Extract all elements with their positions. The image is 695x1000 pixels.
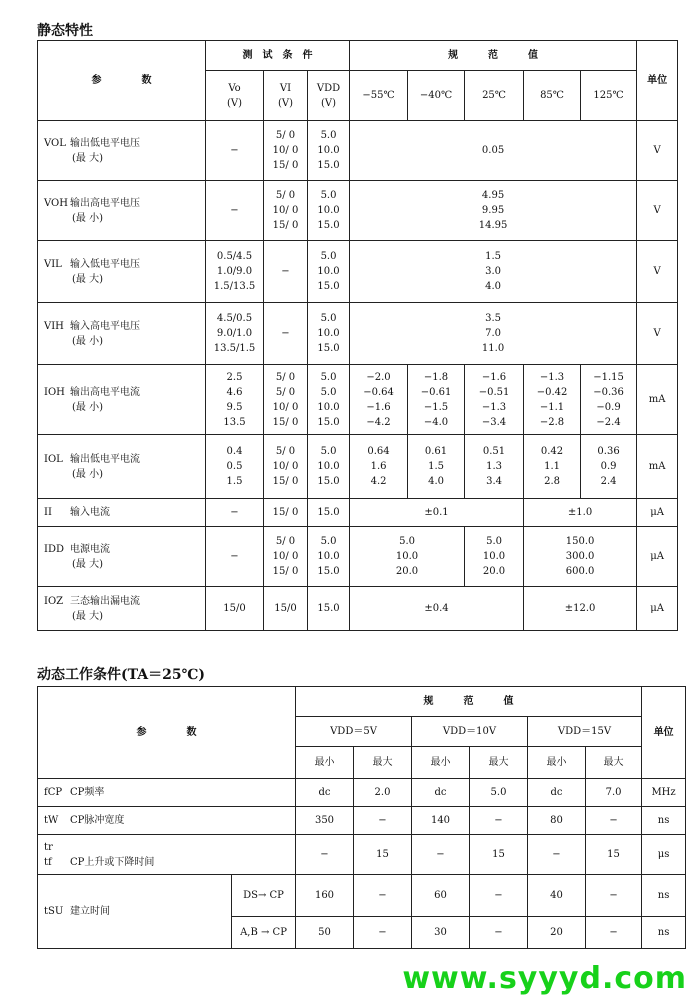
spec-value: ±12.0 [524,587,637,631]
spec-value: 15 [586,835,642,875]
spec-value: −1.8 −0.61 −1.5 −4.0 [408,365,465,435]
vi-cell: 15/ 0 [264,499,308,527]
spec-value: 0.61 1.5 4.0 [408,435,465,499]
min-header: 最小 [412,747,470,779]
vdd-cell: 5.0 10.0 15.0 [308,241,350,303]
unit-cell: μA [637,527,678,587]
static-characteristics-table [37,40,678,631]
param-cell: IDD 电源电流 (最 大) [38,527,206,587]
vi-cell: − [264,303,308,365]
unit-cell: MHz [642,779,686,807]
spec-value: 15 [470,835,528,875]
vdd-header: VDD (V) [308,71,350,121]
vi-cell: 5/ 0 10/ 0 15/ 0 [264,181,308,241]
unit-cell: ns [642,917,686,949]
param-cell: tSU 建立时间 [38,875,232,949]
spec-value: − [354,807,412,835]
spec-value: 350 [296,807,354,835]
table-row [38,835,686,875]
vdd-cell: 5.0 10.0 15.0 [308,303,350,365]
spec-value: 0.42 1.1 2.8 [524,435,581,499]
vdd-header: VDD＝5V [296,717,412,747]
spec-value: 0.64 1.6 4.2 [350,435,408,499]
param-header: 参 数 [38,41,206,121]
param-cell: tW CP脉冲宽度 [38,807,296,835]
vi-header: VI (V) [264,71,308,121]
dynamic-title: 动态工作条件(TA＝25℃) [37,667,206,683]
spec-value: 5.0 10.0 20.0 [350,527,465,587]
spec-value: − [586,807,642,835]
param-cell: IOL 输出低电平电流 (最 小) [38,435,206,499]
spec-value: − [354,875,412,917]
param-cell: II 输入电流 [38,499,206,527]
min-header: 最小 [528,747,586,779]
spec-value: 1.5 3.0 4.0 [350,241,637,303]
spec-value: 0.36 0.9 2.4 [581,435,637,499]
vdd-cell: 5.0 10.0 15.0 [308,121,350,181]
spec-value: ±0.4 [350,587,524,631]
spec-value: 7.0 [586,779,642,807]
table-row [38,303,678,365]
vo-header: Vo (V) [206,71,264,121]
spec-value: 5.0 [470,779,528,807]
spec-value: 20 [528,917,586,949]
vo-cell: − [206,499,264,527]
unit-cell: mA [637,435,678,499]
vdd-header: VDD＝15V [528,717,642,747]
spec-value: − [354,917,412,949]
vo-cell: 4.5/0.5 9.0/1.0 13.5/1.5 [206,303,264,365]
spec-value: 15 [354,835,412,875]
vdd-cell: 15.0 [308,587,350,631]
unit-cell: V [637,303,678,365]
spec-value: − [470,807,528,835]
vi-cell: 5/ 0 10/ 0 15/ 0 [264,121,308,181]
spec-value: 50 [296,917,354,949]
spec-value: 3.5 7.0 11.0 [350,303,637,365]
spec-value: 4.95 9.95 14.95 [350,181,637,241]
unit-cell: ns [642,875,686,917]
static-title: 静态特性 [37,23,93,39]
vi-cell: 5/ 0 5/ 0 10/ 0 15/ 0 [264,365,308,435]
spec-value: − [586,917,642,949]
spec-value: −1.6 −0.51 −1.3 −3.4 [465,365,524,435]
vdd-header: VDD＝10V [412,717,528,747]
min-header: 最小 [296,747,354,779]
spec-value: −1.3 −0.42 −1.1 −2.8 [524,365,581,435]
table-row [38,241,678,303]
table-row [38,527,678,587]
unit-cell: V [637,241,678,303]
unit-cell: ns [642,807,686,835]
unit-cell: V [637,181,678,241]
spec-value: − [470,875,528,917]
unit-cell: μA [637,499,678,527]
table-row [38,435,678,499]
spec-value: dc [528,779,586,807]
table-row [38,779,686,807]
temp-header: −55℃ [350,71,408,121]
max-header: 最大 [586,747,642,779]
spec-value: 40 [528,875,586,917]
vo-cell: 15/0 [206,587,264,631]
vi-cell: 15/0 [264,587,308,631]
vdd-cell: 5.0 10.0 15.0 [308,181,350,241]
temp-header: 125℃ [581,71,637,121]
spec-value: 60 [412,875,470,917]
table-row [38,807,686,835]
spec-value: ±0.1 [350,499,524,527]
table-row [38,587,678,631]
spec-value: dc [296,779,354,807]
spec-value: −2.0 −0.64 −1.6 −4.2 [350,365,408,435]
spec-value: dc [412,779,470,807]
vo-cell: − [206,527,264,587]
param-cell: tr tf CP上升或下降时间 [38,835,296,875]
vdd-cell: 5.0 10.0 15.0 [308,527,350,587]
watermark: www.syyyd.com [402,961,687,996]
param-header: 参 数 [38,687,296,779]
temp-header: 25℃ [465,71,524,121]
unit-header: 单位 [642,687,686,779]
spec-value: 5.0 10.0 20.0 [465,527,524,587]
spec-value: 150.0 300.0 600.0 [524,527,637,587]
vo-cell: − [206,181,264,241]
unit-cell: mA [637,365,678,435]
spec-value: 0.05 [350,121,637,181]
spec-value: 140 [412,807,470,835]
vi-cell: − [264,241,308,303]
vdd-cell: 15.0 [308,499,350,527]
spec-value: − [296,835,354,875]
spec-value: 30 [412,917,470,949]
param-cell: IOH 输出高电平电流 (最 小) [38,365,206,435]
vo-cell: − [206,121,264,181]
table-row [38,121,678,181]
table-row [38,365,678,435]
spec-value: ±1.0 [524,499,637,527]
spec-header: 规 范 值 [350,41,637,71]
param-cell: VIL 输入低电平电压 (最 大) [38,241,206,303]
table-row [38,499,678,527]
vi-cell: 5/ 0 10/ 0 15/ 0 [264,435,308,499]
param-cell: fCP CP频率 [38,779,296,807]
table-row [38,875,686,917]
param-cell: VOL 输出低电平电压 (最 大) [38,121,206,181]
unit-cell: μA [637,587,678,631]
spec-value: − [528,835,586,875]
spec-value: − [470,917,528,949]
condition-cell: DS→ CP [232,875,296,917]
spec-value: 160 [296,875,354,917]
dynamic-conditions-table [37,686,686,949]
test-condition-header: 测 试 条 件 [206,41,350,71]
vdd-cell: 5.0 5.0 10.0 15.0 [308,365,350,435]
spec-value: 80 [528,807,586,835]
vo-cell: 0.5/4.5 1.0/9.0 1.5/13.5 [206,241,264,303]
spec-value: −1.15 −0.36 −0.9 −2.4 [581,365,637,435]
spec-value: − [412,835,470,875]
unit-cell: V [637,121,678,181]
param-cell: IOZ 三态输出漏电流 (最 大) [38,587,206,631]
max-header: 最大 [354,747,412,779]
spec-value: − [586,875,642,917]
unit-cell: μs [642,835,686,875]
table-row [38,181,678,241]
param-cell: VOH 输出高电平电压 (最 小) [38,181,206,241]
vi-cell: 5/ 0 10/ 0 15/ 0 [264,527,308,587]
temp-header: −40℃ [408,71,465,121]
max-header: 最大 [470,747,528,779]
vdd-cell: 5.0 10.0 15.0 [308,435,350,499]
condition-cell: A,B → CP [232,917,296,949]
temp-header: 85℃ [524,71,581,121]
vo-cell: 0.4 0.5 1.5 [206,435,264,499]
unit-header: 单位 [637,41,678,121]
param-cell: VIH 输入高电平电压 (最 小) [38,303,206,365]
spec-value: 2.0 [354,779,412,807]
spec-value: 0.51 1.3 3.4 [465,435,524,499]
spec-header: 规 范 值 [296,687,642,717]
vo-cell: 2.5 4.6 9.5 13.5 [206,365,264,435]
